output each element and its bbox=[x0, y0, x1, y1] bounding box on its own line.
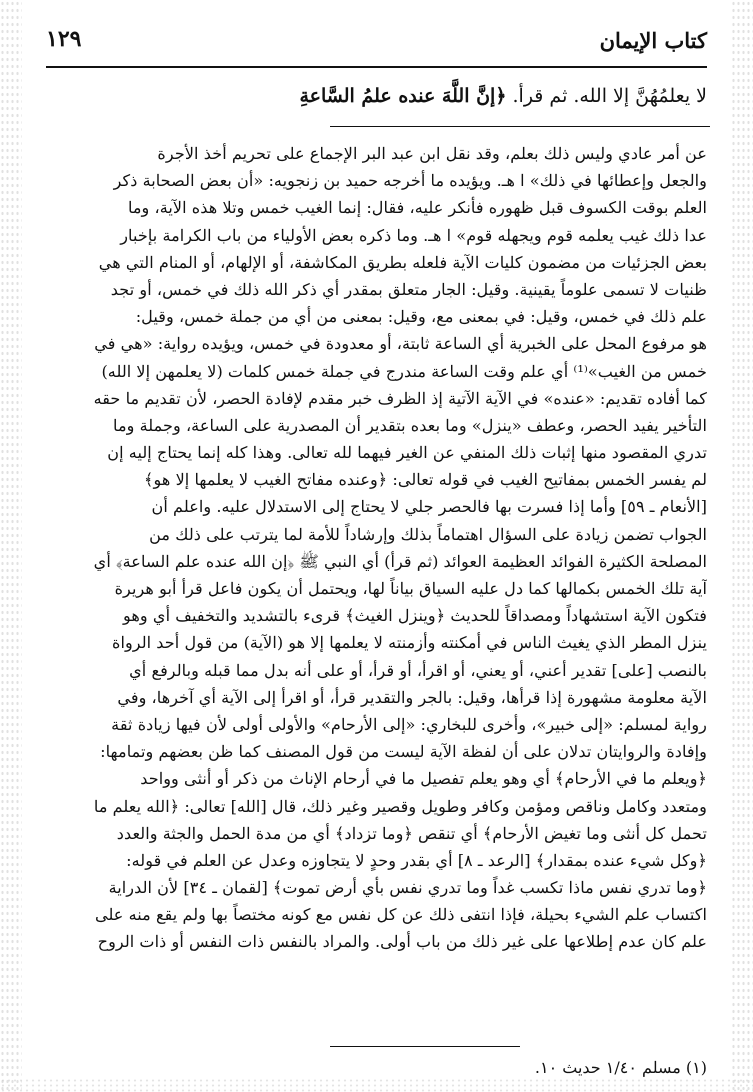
commentary-line: بالنصب [على] تقدير أعني، أو يعني، أو اقرأ، أو قرأ، أو على أنه بدل مما قبله وبالرفع أي bbox=[129, 660, 707, 680]
quran-quote: ﴿إنَّ اللَّهَ عنده علمُ السَّاعةِ bbox=[299, 85, 507, 107]
commentary-line: ﴿وكل شيء عنده بمقدار﴾ [الرعد ـ ٨] أي بقدر وحدٍ لا يتجاوزه وعدل عن العلم في قوله: bbox=[126, 850, 707, 870]
commentary-line: ظنيات لا تسمى علوماً يقينية. وقيل: الجار متعلق بمقدر أي ذكر الله ذلك في خمس، أو تجد bbox=[110, 279, 707, 299]
commentary-line: عدا ذلك غيب يعلمه قوم ويجهله قوم» ا هـ. وما ذكره بعض الأولياء من باب الكرامة بإخبار bbox=[120, 225, 707, 245]
commentary-line: العلم بوقت الكسوف قبل ظهوره فأنكر عليه، فقال: إنما الغيب خمس وتلا هذه الآية، وما bbox=[127, 198, 707, 218]
commentary-line: تدري المقصود منها إثبات ذلك المنفي عن الغير فيهما لله تعالى. وهذا كله إنما يحتاج إليه إن bbox=[107, 443, 707, 463]
commentary-line: ﴿وما تدري نفس ماذا تكسب غداً وما تدري نفس بأي أرض تموت﴾ [لقمان ـ ٣٤] لأن الدراية bbox=[108, 878, 707, 898]
commentary-line: ومتعدد وكامل وناقص ومؤمن وكافر وطويل وقصير وغير ذلك، قال [الله] تعالى: ﴿الله يعلم ما bbox=[93, 796, 707, 816]
commentary-line: كما أفاده تقديم: «عنده» في الآية الآتية إذ الظرف خبر مقدم لإفادة الحصر، لأن تقديم ما حقه bbox=[93, 388, 707, 408]
right-page-edge bbox=[731, 0, 753, 1092]
footnote: (١) مسلم ١/٤٠ حديث ١٠. bbox=[534, 1058, 707, 1077]
commentary-line: فتكون الآية استشهاداً ومصداقاً للحديث ﴿وينزل الغيث﴾ قرىء بالتشديد والتخفيف أي وهو bbox=[123, 606, 707, 626]
page-header bbox=[46, 22, 707, 68]
commentary-body bbox=[46, 140, 707, 1040]
commentary-line bbox=[46, 956, 707, 983]
commentary-line: عن أمر عادي وليس ذلك بعلم، وقد نقل ابن عبد البر الإجماع على تحريم أخذ الأجرة bbox=[157, 144, 707, 163]
commentary-line: علم ذلك في خمس، وقيل: في بمعنى مع، وقيل: بمعنى من أي من جملة خمس، وقيل: bbox=[135, 307, 707, 327]
footnote-separator bbox=[330, 1046, 520, 1047]
commentary-line: تحمل كل أنثى وما تغيض الأرحام﴾ أي تنقص ﴿وما تزداد﴾ أي من مدة الحمل والجثة والعدد bbox=[116, 823, 707, 843]
commentary-line: آية تلك الخمس بكمالها كما دل عليه السياق بياناً لها، ويحتمل أن يكون فاعل قرأ أبو هريرة bbox=[114, 579, 707, 598]
page-number: ١٢٩ bbox=[46, 26, 82, 52]
commentary-line: بعض الجزئيات من مضمون كليات الآية فلعله بطريق المكاشفة، أو الإلهام، أو المنام التي هي bbox=[98, 252, 707, 272]
commentary-line: التأخير يفيد الحصر، وعطف «ينزل» وما بعده بتقدير أن المصدرية على الساعة، وجملة وما bbox=[113, 415, 707, 435]
commentary-line: الجواب تضمن زيادة على السؤال اهتماماً بذلك وإرشاداً للأمة لما يترتب على ذلك من bbox=[149, 524, 707, 544]
commentary-line: ينزل المطر الذي يغيث الناس في أمكنته وأزمنته لا يعلمها إلا هو (الآية) من قول أحد الرواة bbox=[112, 633, 707, 653]
commentary-line: [الأنعام ـ ٥٩] وأما إذا فسرت بها فالحصر جلي لا يحتاج إلى الاستدلال عليه. واعلم أن bbox=[151, 497, 707, 517]
commentary-line: والجعل وإعطائها في ذلك» ا هـ. ويؤيده ما أخرجه حميد بن زنجويه: «أن بعض الصحابة ذكر bbox=[113, 171, 707, 191]
bottom-page-edge bbox=[0, 1078, 753, 1092]
commentary-line: خمس من الغيب»⁽¹⁾ أي علم وقت الساعة مندرج في جملة خمس كلمات (لا يعلمهن إلا الله) bbox=[101, 361, 707, 381]
section-separator bbox=[330, 126, 710, 127]
commentary-line: ﴿ويعلم ما في الأرحام﴾ أي وهو يعلم تفصيل ما في أرحام الإناث من ذكر أو أنثى وواحد bbox=[140, 769, 707, 789]
book-title: كتاب الإيمان bbox=[599, 28, 707, 53]
commentary-line: اكتساب علم الشيء بحيلة، فإذا انتفى ذلك عن كل نفس مع كونه مختصاً بها ولم يقع منه على bbox=[94, 905, 707, 925]
commentary-line: هو مرفوع المحل على الخبرية أي الساعة ثابتة، أو معدودة في خمس، ويؤيده رواية: «هي في bbox=[94, 334, 707, 354]
commentary-line: رواية لمسلم: «إلى خبير»، وأخرى للبخاري: «إلى الأرحام» والأولى أولى لأن فيها زيادة ثقة bbox=[111, 714, 707, 734]
hadith-matn: لا يعلمُهُنَّ إلا الله. ثم قرأ. bbox=[512, 85, 707, 107]
commentary-line: علم كان عدم إطلاعها على غير ذلك من باب أولى. والمراد بالنفس ذات النفس أو ذات الروح bbox=[97, 932, 707, 952]
commentary-line: لم يفسر الخمس بمفاتيح الغيب في قوله تعالى: ﴿وعنده مفاتح الغيب لا يعلمها إلا هو﴾ bbox=[144, 470, 707, 490]
commentary-line: وإفادة والروايتان تدلان على أن لفظة الآية ليست من قول المصنف كما ظن بعضهم وتمامها: bbox=[100, 742, 707, 762]
hadith-text bbox=[46, 76, 707, 116]
commentary-line: الآية معلومة مشهورة إذا قرأها، وقيل: بالجر والتقدير قرأ، أو اقرأ إلى الآية أي آخرها، وفي bbox=[117, 687, 707, 707]
commentary-line: المصلحة الكثيرة الفوائد العظيمة العوائد (ثم قرأ) أي النبي ﷺ ﴿إن الله عنده علم الساعة﴾ أي bbox=[93, 551, 707, 571]
left-page-edge bbox=[0, 0, 22, 1092]
